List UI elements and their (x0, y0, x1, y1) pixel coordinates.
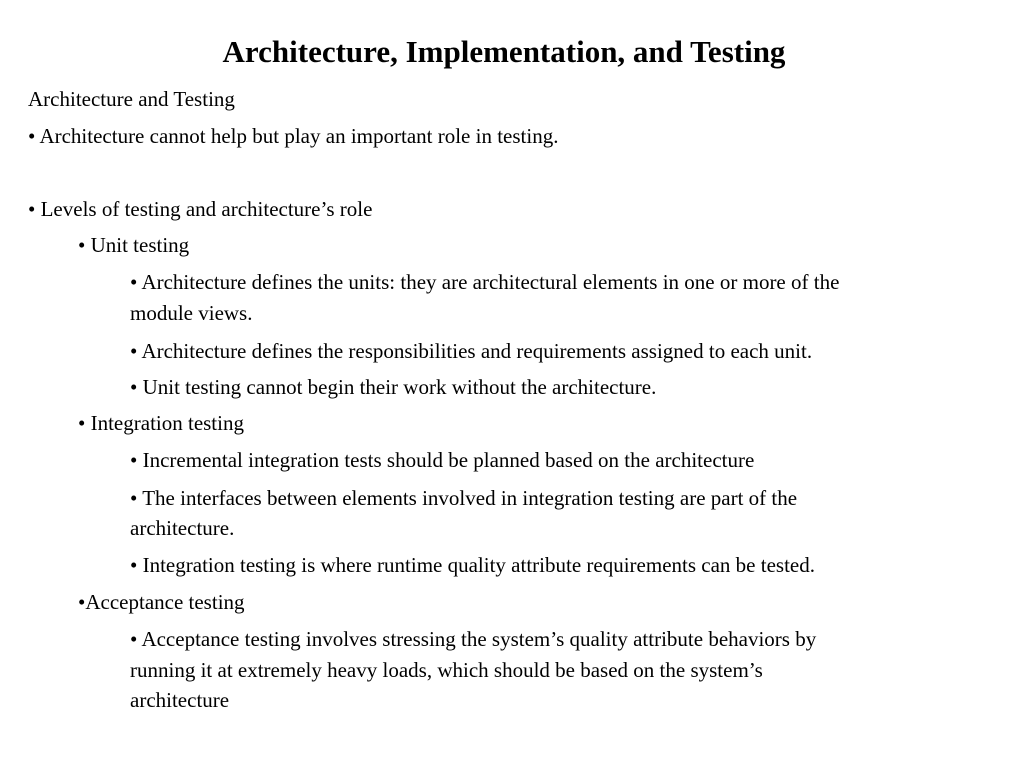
bullet-unit-defines-units-cont: module views. (130, 301, 253, 325)
bullet-architecture-role: • Architecture cannot help but play an important role in testing. (28, 124, 559, 148)
bullet-unit-defines-units: • Architecture defines the units: they are architectural elements in one or more of the (130, 270, 840, 294)
bullet-integration-testing: • Integration testing (78, 411, 244, 435)
bullet-integration-interfaces-cont: architecture. (130, 516, 235, 540)
slide-title: Architecture, Implementation, and Testing (222, 34, 786, 69)
bullet-levels-of-testing: • Levels of testing and architecture’s role (28, 197, 373, 221)
bullet-integration-incremental: • Incremental integration tests should be planned based on the architecture (130, 448, 755, 472)
section-heading: Architecture and Testing (28, 87, 235, 111)
bullet-unit-cannot-begin: • Unit testing cannot begin their work without the architecture. (130, 375, 657, 399)
bullet-integration-interfaces: • The interfaces between elements involved in integration testing are part of the (130, 486, 798, 510)
bullet-unit-responsibilities: • Architecture defines the responsibilities and requirements assigned to each unit. (130, 339, 813, 363)
bullet-acceptance-testing: •Acceptance testing (78, 590, 245, 614)
bullet-acceptance-stressing-cont: running it at extremely heavy loads, which should be based on the system’s (130, 658, 763, 682)
bullet-acceptance-stressing-end: architecture (130, 688, 230, 712)
bullet-unit-testing: • Unit testing (78, 233, 190, 257)
bullet-acceptance-stressing: • Acceptance testing involves stressing the system’s quality attribute behaviors by (130, 627, 817, 651)
bullet-integration-runtime: • Integration testing is where runtime quality attribute requirements can be tested. (130, 553, 815, 577)
